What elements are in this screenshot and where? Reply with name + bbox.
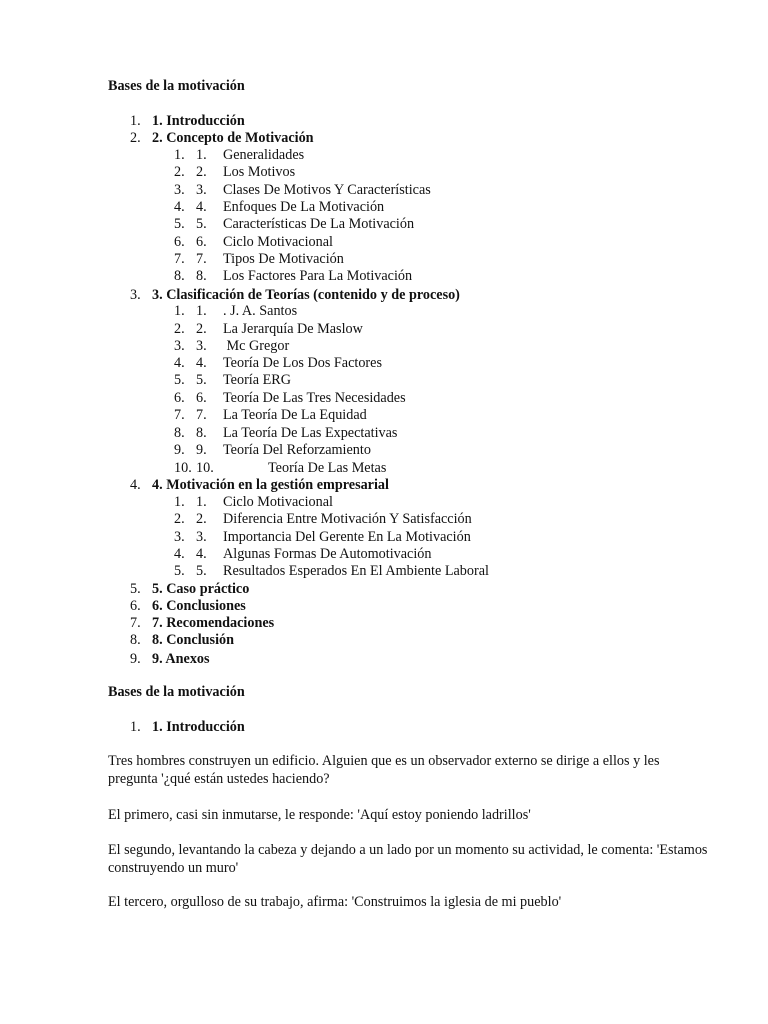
toc-subnumber: 5. [174, 216, 185, 232]
toc-item-conclusion: 8. Conclusión [152, 632, 234, 648]
toc-subnumber: 5. [174, 372, 185, 388]
toc-item-introduccion: 1. Introducción [152, 113, 245, 129]
toc-subnumber: 3. [196, 529, 207, 545]
toc-subnumber: 8. [174, 425, 185, 441]
toc-number: 3. [130, 287, 141, 303]
toc-subnumber: 1. [174, 303, 185, 319]
toc-subnumber: 8. [196, 425, 207, 441]
toc-item-anexos: 9. Anexos [152, 651, 210, 667]
toc-subitem: Diferencia Entre Motivación Y Satisfacción [223, 511, 472, 527]
toc-subnumber: 5. [196, 372, 207, 388]
toc-subitem: Los Factores Para La Motivación [223, 268, 413, 284]
paragraph: El tercero, orgulloso de su trabajo, afirma: 'Construimos la iglesia de mi pueblo' [108, 894, 562, 910]
toc-subitem: . J. A. Santos [223, 303, 298, 319]
toc-subitem: Mc Gregor [223, 338, 290, 354]
toc-subnumber: 2. [196, 511, 207, 527]
toc-subitem: Importancia Del Gerente En La Motivación [223, 529, 471, 545]
toc-subnumber: 1. [174, 147, 185, 163]
toc-subnumber: 5. [196, 216, 207, 232]
paragraph: El segundo, levantando la cabeza y dejando a un lado por un momento su actividad, le comenta: 'Estamos construyendo un muro' [108, 842, 708, 876]
toc-subnumber: 3. [174, 182, 185, 198]
toc-subnumber: 9. [174, 442, 185, 458]
toc-subnumber: 3. [196, 338, 207, 354]
toc-subitem: La Jerarquía De Maslow [223, 321, 363, 337]
toc-subnumber: 7. [174, 251, 185, 267]
intro-heading: 1. Introducción [152, 719, 245, 735]
toc-subitem: Ciclo Motivacional [223, 494, 333, 510]
toc-subnumber: 2. [174, 321, 185, 337]
toc-subnumber: 7. [174, 407, 185, 423]
toc-number: 7. [130, 615, 141, 631]
toc-subnumber: 1. [196, 147, 207, 163]
toc-item-concepto: 2. Concepto de Motivación [152, 130, 314, 146]
toc-number: 4. [130, 477, 141, 493]
toc-subnumber: 6. [174, 234, 185, 250]
toc-subnumber: 1. [196, 303, 207, 319]
toc-subnumber: 7. [196, 251, 207, 267]
heading-number: 1. [130, 719, 141, 735]
toc-item-clasificacion: 3. Clasificación de Teorías (contenido y de proceso) [152, 287, 460, 303]
toc-number: 6. [130, 598, 141, 614]
toc-subnumber: 9. [196, 442, 207, 458]
toc-subnumber: 10. [196, 460, 214, 476]
document-title: Bases de la motivación [108, 78, 245, 94]
toc-subnumber: 3. [174, 338, 185, 354]
toc-subnumber: 6. [196, 390, 207, 406]
toc-subitem: Clases De Motivos Y Características [223, 182, 431, 198]
toc-subnumber: 8. [196, 268, 207, 284]
toc-subitem: Tipos De Motivación [223, 251, 344, 267]
toc-subitem: Características De La Motivación [223, 216, 415, 232]
toc-subitem: Algunas Formas De Automotivación [223, 546, 432, 562]
toc-subnumber: 1. [174, 494, 185, 510]
toc-subnumber: 7. [196, 407, 207, 423]
toc-subnumber: 10. [174, 460, 192, 476]
toc-subnumber: 3. [196, 182, 207, 198]
toc-subitem: Los Motivos [223, 164, 296, 180]
toc-subitem: Teoría De Las Tres Necesidades [223, 390, 406, 406]
toc-subnumber: 2. [196, 321, 207, 337]
toc-subitem: Ciclo Motivacional [223, 234, 333, 250]
toc-subnumber: 4. [196, 355, 207, 371]
toc-subnumber: 4. [196, 546, 207, 562]
paragraph: El primero, casi sin inmutarse, le responde: 'Aquí estoy poniendo ladrillos' [108, 807, 531, 823]
toc-number: 8. [130, 632, 141, 648]
toc-subitem: Teoría ERG [223, 372, 291, 388]
section-title: Bases de la motivación [108, 684, 245, 700]
toc-subnumber: 2. [174, 511, 185, 527]
toc-subitem: Generalidades [223, 147, 305, 163]
toc-subnumber: 4. [196, 199, 207, 215]
toc-subitem: Teoría De Las Metas [268, 460, 387, 476]
toc-subnumber: 6. [174, 390, 185, 406]
toc-subnumber: 2. [174, 164, 185, 180]
toc-subitem: Enfoques De La Motivación [223, 199, 385, 215]
toc-subnumber: 6. [196, 234, 207, 250]
toc-subnumber: 5. [174, 563, 185, 579]
toc-item-recomendaciones: 7. Recomendaciones [152, 615, 275, 631]
toc-number: 2. [130, 130, 141, 146]
toc-subnumber: 4. [174, 199, 185, 215]
toc-number: 1. [130, 113, 141, 129]
paragraph: Tres hombres construyen un edificio. Alguien que es un observador externo se dirige a ellos y les pregunta '¿qué están ustedes haciendo? [108, 753, 660, 787]
toc-subitem: La Teoría De La Equidad [223, 407, 367, 423]
toc-subnumber: 3. [174, 529, 185, 545]
toc-item-conclusiones: 6. Conclusiones [152, 598, 246, 614]
toc-subitem: Resultados Esperados En El Ambiente Laboral [223, 563, 489, 579]
toc-subnumber: 8. [174, 268, 185, 284]
toc-subnumber: 5. [196, 563, 207, 579]
toc-number: 5. [130, 581, 141, 597]
toc-number: 9. [130, 651, 141, 667]
toc-subitem: Teoría De Los Dos Factores [223, 355, 382, 371]
toc-subnumber: 4. [174, 546, 185, 562]
toc-item-caso-practico: 5. Caso práctico [152, 581, 250, 597]
toc-subnumber: 4. [174, 355, 185, 371]
toc-subitem: La Teoría De Las Expectativas [223, 425, 398, 441]
toc-subnumber: 1. [196, 494, 207, 510]
toc-subitem: Teoría Del Reforzamiento [223, 442, 371, 458]
toc-subnumber: 2. [196, 164, 207, 180]
toc-item-gestion: 4. Motivación en la gestión empresarial [152, 477, 389, 493]
